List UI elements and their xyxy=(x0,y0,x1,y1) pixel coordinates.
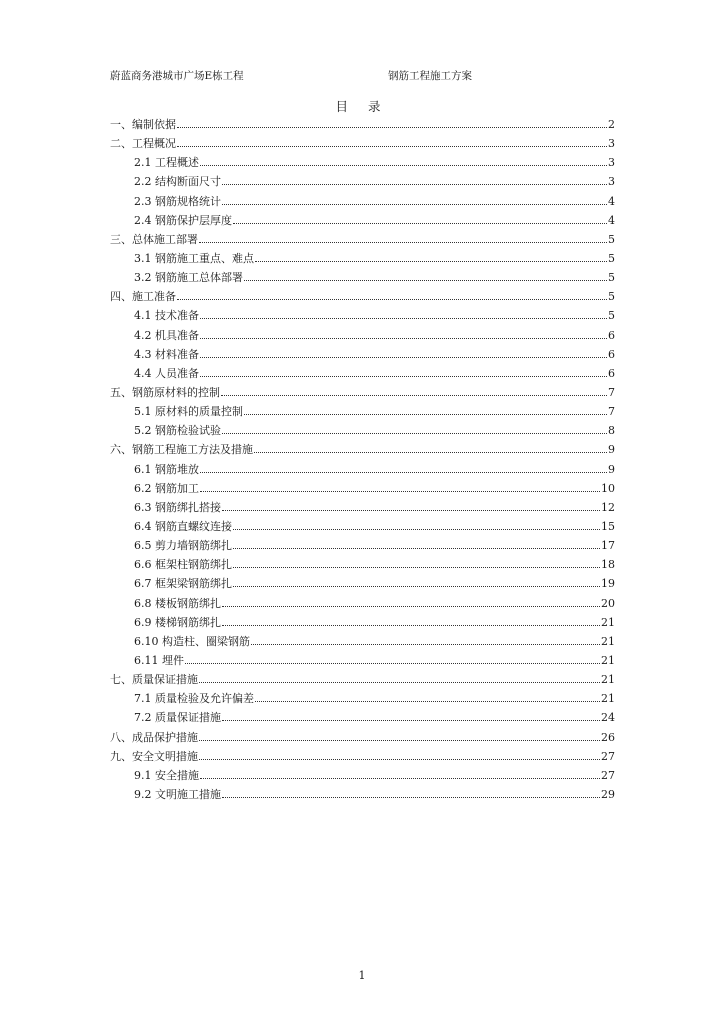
toc-entry-label: 三、总体施工部署 xyxy=(110,232,198,246)
toc-leader-dots xyxy=(200,375,607,377)
toc-entry[interactable] xyxy=(110,499,615,518)
toc-entry[interactable] xyxy=(110,748,615,767)
toc-leader-dots xyxy=(222,432,607,434)
toc-entry-label: 七、质量保证措施 xyxy=(110,673,198,687)
toc-entry-label: 6.7 框架梁钢筋绑扎 xyxy=(134,577,232,591)
toc-entry[interactable] xyxy=(110,767,615,786)
toc-entry[interactable] xyxy=(110,729,615,748)
toc-entry-page: 4 xyxy=(608,213,615,227)
toc-entry[interactable] xyxy=(110,595,615,614)
toc-entry[interactable] xyxy=(110,212,615,231)
toc-entry[interactable] xyxy=(110,480,615,499)
toc-leader-dots xyxy=(222,624,600,626)
toc-entry[interactable] xyxy=(110,461,615,480)
toc-entry-page: 5 xyxy=(608,251,615,265)
toc-leader-dots xyxy=(244,279,607,281)
toc-entry-page: 7 xyxy=(608,385,615,399)
toc-entry[interactable] xyxy=(110,116,615,135)
toc-leader-dots xyxy=(222,719,600,721)
toc-leader-dots xyxy=(200,164,607,166)
toc-entry-page: 26 xyxy=(601,730,615,744)
toc-entry[interactable] xyxy=(110,690,615,709)
toc-leader-dots xyxy=(177,126,607,128)
toc-entry[interactable] xyxy=(110,709,615,728)
toc-entry-label: 4.2 机具准备 xyxy=(134,328,199,342)
toc-entry[interactable] xyxy=(110,269,615,288)
toc-entry-label: 6.9 楼梯钢筋绑扎 xyxy=(134,615,221,629)
toc-entry-label: 八、成品保护措施 xyxy=(110,730,198,744)
toc-leader-dots xyxy=(233,528,600,530)
toc-entry-label: 2.1 工程概述 xyxy=(134,156,199,170)
toc-entry-label: 一、编制依据 xyxy=(110,118,176,131)
toc-entry-page: 8 xyxy=(608,424,615,438)
toc-leader-dots xyxy=(222,605,600,607)
toc-entry-page: 21 xyxy=(601,692,615,706)
toc-entry[interactable] xyxy=(110,135,615,154)
toc-entry-label: 6.10 构造柱、圈梁钢筋 xyxy=(134,634,250,648)
toc-entry[interactable] xyxy=(110,422,615,441)
toc-entry-label: 2.4 钢筋保护层厚度 xyxy=(134,213,232,227)
toc-entry-page: 9 xyxy=(608,443,615,457)
toc-entry-label: 7.2 质量保证措施 xyxy=(134,711,221,725)
toc-entry-page: 24 xyxy=(601,711,615,725)
toc-entry-label: 五、钢筋原材料的控制 xyxy=(110,385,220,399)
toc-leader-dots xyxy=(222,183,607,185)
toc-leader-dots xyxy=(200,317,607,319)
toc-entry[interactable] xyxy=(110,441,615,460)
toc-leader-dots xyxy=(222,796,600,798)
toc-leader-dots xyxy=(222,509,600,511)
toc-entry[interactable] xyxy=(110,231,615,250)
toc-leader-dots xyxy=(200,337,607,339)
toc-leader-dots xyxy=(177,145,607,147)
toc-leader-dots xyxy=(233,566,600,568)
toc-leader-dots xyxy=(185,662,600,664)
toc-leader-dots xyxy=(233,585,600,587)
toc-entry-label: 6.6 框架柱钢筋绑扎 xyxy=(134,558,232,572)
toc-entry-page: 20 xyxy=(601,596,615,610)
toc-entry[interactable] xyxy=(110,575,615,594)
toc-entry-page: 6 xyxy=(608,366,615,380)
toc-leader-dots xyxy=(200,490,600,492)
toc-entry[interactable] xyxy=(110,384,615,403)
toc-entry[interactable] xyxy=(110,173,615,192)
toc-entry-page: 15 xyxy=(601,519,615,533)
toc-entry-label: 3.1 钢筋施工重点、难点 xyxy=(134,251,254,265)
toc-entry-page: 19 xyxy=(601,577,615,591)
toc-entry-label: 二、工程概况 xyxy=(110,137,176,151)
toc-entry[interactable] xyxy=(110,193,615,212)
toc-entry-page: 3 xyxy=(608,175,615,189)
toc-entry-page: 17 xyxy=(601,539,615,553)
toc-leader-dots xyxy=(221,394,607,396)
toc-entry-label: 9.2 文明施工措施 xyxy=(134,787,221,801)
toc-entry-page: 29 xyxy=(601,787,615,801)
toc-entry[interactable] xyxy=(110,671,615,690)
toc-entry-page: 5 xyxy=(608,290,615,304)
toc-leader-dots xyxy=(199,739,600,741)
toc-leader-dots xyxy=(222,203,607,205)
toc-entry-page: 12 xyxy=(601,500,615,514)
toc-entry[interactable] xyxy=(110,307,615,326)
toc-leader-dots xyxy=(177,298,607,300)
toc-entry-label: 4.4 人员准备 xyxy=(134,366,199,380)
toc-entry-label: 2.3 钢筋规格统计 xyxy=(134,194,221,208)
toc-entry[interactable] xyxy=(110,346,615,365)
toc-entry-page: 6 xyxy=(608,347,615,361)
toc-entry-label: 9.1 安全措施 xyxy=(134,768,199,782)
toc-entry[interactable] xyxy=(110,556,615,575)
toc-entry-page: 21 xyxy=(601,615,615,629)
toc-entry-label: 6.1 钢筋堆放 xyxy=(134,462,199,476)
toc-entry-page: 4 xyxy=(608,194,615,208)
toc-entry-label: 6.8 楼板钢筋绑扎 xyxy=(134,596,221,610)
toc-entry-page: 3 xyxy=(608,137,615,151)
toc-entry[interactable] xyxy=(110,614,615,633)
toc-entry-label: 7.1 质量检验及允许偏差 xyxy=(134,692,254,706)
toc-entry-label: 6.2 钢筋加工 xyxy=(134,481,199,495)
toc-entry-label: 4.3 材料准备 xyxy=(134,347,199,361)
toc-entry-label: 6.5 剪力墙钢筋绑扎 xyxy=(134,539,232,553)
toc-leader-dots xyxy=(244,413,607,415)
toc-entry[interactable] xyxy=(110,365,615,384)
toc-title: 目 录 xyxy=(335,99,389,114)
header-document-title: 钢筋工程施工方案 xyxy=(388,70,472,82)
page-number: 1 xyxy=(358,969,366,982)
toc-entry-page: 6 xyxy=(608,328,615,342)
toc-entry-page: 21 xyxy=(601,653,615,667)
toc-leader-dots xyxy=(200,471,607,473)
toc-entry-label: 5.1 原材料的质量控制 xyxy=(134,405,243,419)
toc-entry[interactable] xyxy=(110,633,615,652)
toc-leader-dots xyxy=(233,547,600,549)
toc-entry-page: 21 xyxy=(601,634,615,648)
toc-entry-page: 27 xyxy=(601,749,615,763)
toc-leader-dots xyxy=(251,643,600,645)
toc-entry[interactable] xyxy=(110,652,615,671)
toc-leader-dots xyxy=(255,700,600,702)
toc-leader-dots xyxy=(199,758,600,760)
toc-entry-page: 10 xyxy=(601,481,615,495)
toc-entry-label: 六、钢筋工程施工方法及措施 xyxy=(110,443,253,457)
toc-leader-dots xyxy=(199,681,600,683)
toc-leader-dots xyxy=(254,451,607,453)
toc-entry[interactable] xyxy=(110,154,615,173)
toc-entry-label: 6.11 埋件 xyxy=(134,653,184,667)
toc-entry-label: 5.2 钢筋检验试验 xyxy=(134,424,221,438)
toc-entry-page: 2 xyxy=(608,118,615,131)
toc-entry-page: 27 xyxy=(601,768,615,782)
toc-leader-dots xyxy=(233,222,607,224)
toc-entry[interactable] xyxy=(110,518,615,537)
toc-entry-page: 9 xyxy=(608,462,615,476)
toc-leader-dots xyxy=(200,356,607,358)
toc-leader-dots xyxy=(255,260,607,262)
toc-entry[interactable] xyxy=(110,327,615,346)
toc-entry-label: 九、安全文明措施 xyxy=(110,749,198,763)
toc-entry-page: 3 xyxy=(608,156,615,170)
toc-leader-dots xyxy=(199,241,607,243)
toc-entry-page: 5 xyxy=(608,271,615,285)
toc-entry-label: 6.4 钢筋直螺纹连接 xyxy=(134,519,232,533)
header-project-name: 蔚蓝商务港城市广场E栋工程 xyxy=(110,70,244,82)
toc-entry[interactable] xyxy=(110,250,615,269)
toc-entry[interactable] xyxy=(110,288,615,307)
toc-leader-dots xyxy=(200,777,600,779)
toc-entry[interactable] xyxy=(110,403,615,422)
toc-entry[interactable] xyxy=(110,786,615,805)
toc-entry-page: 5 xyxy=(608,232,615,246)
toc-entry-label: 4.1 技术准备 xyxy=(134,309,199,323)
toc-entry-label: 6.3 钢筋绑扎搭接 xyxy=(134,500,221,514)
toc-entry-label: 2.2 结构断面尺寸 xyxy=(134,175,221,189)
toc-entry-label: 四、施工准备 xyxy=(110,290,176,304)
toc-entry[interactable] xyxy=(110,537,615,556)
toc-entry-label: 3.2 钢筋施工总体部署 xyxy=(134,271,243,285)
toc-entry-page: 18 xyxy=(601,558,615,572)
toc-entry-page: 21 xyxy=(601,673,615,687)
table-of-contents xyxy=(110,116,615,805)
toc-entry-page: 5 xyxy=(608,309,615,323)
toc-entry-page: 7 xyxy=(608,405,615,419)
